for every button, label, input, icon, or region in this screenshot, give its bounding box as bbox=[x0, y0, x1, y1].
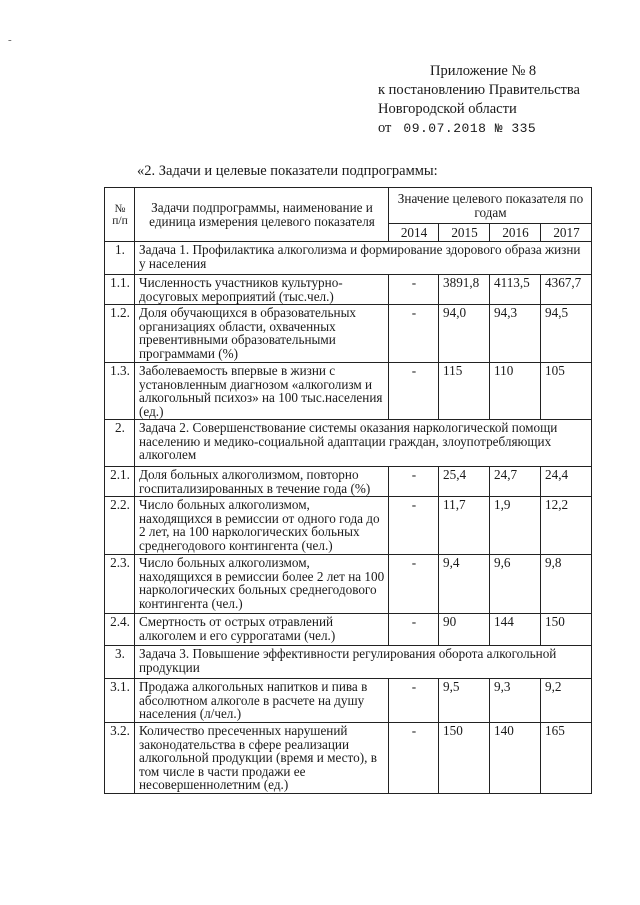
indicator-name: Число больных алкоголизмом, находящихся в ремиссии более 2 лет на 100 наркологических больных среднегодового контингента (чел.) bbox=[135, 555, 389, 614]
row-number: 2.4. bbox=[105, 614, 135, 646]
column-header-year: 2014 bbox=[389, 224, 439, 242]
row-number: 1.2. bbox=[105, 305, 135, 363]
column-header-year: 2015 bbox=[439, 224, 490, 242]
table-row bbox=[105, 679, 592, 723]
decree-date-line bbox=[378, 119, 580, 138]
document-header bbox=[378, 62, 580, 138]
row-number: 2.3. bbox=[105, 555, 135, 614]
value-2017: 165 bbox=[541, 723, 592, 794]
value-2017: 9,2 bbox=[541, 679, 592, 723]
value-2015: 9,5 bbox=[439, 679, 490, 723]
indicator-name: Доля обучающихся в образовательных организациях области, охваченных превентивными образовательными программами (%) bbox=[135, 305, 389, 363]
column-header-task: Задачи подпрограммы, наименование и единица измерения целевого показателя bbox=[135, 188, 389, 242]
value-2014: - bbox=[389, 497, 439, 555]
table-row bbox=[105, 723, 592, 794]
value-2014: - bbox=[389, 467, 439, 497]
indicator-name: Количество пресеченных нарушений законодательства в сфере реализации алкогольной продукции (время и место), в том числе в части продажи ее несовершеннолетним (ед.) bbox=[135, 723, 389, 794]
section-title: «2. Задачи и целевые показатели подпрограммы: bbox=[137, 163, 438, 179]
value-2015: 94,0 bbox=[439, 305, 490, 363]
row-number: 3.1. bbox=[105, 679, 135, 723]
indicator-name: Продажа алкогольных напитков и пива в абсолютном алкоголе в расчете на душу населения (л/чел.) bbox=[135, 679, 389, 723]
task-title: Задача 3. Повышение эффективности регулирования оборота алкогольной продукции bbox=[135, 646, 592, 679]
value-2015: 11,7 bbox=[439, 497, 490, 555]
indicator-name: Численность участников культурно-досуговых мероприятий (тыс.чел.) bbox=[135, 275, 389, 305]
value-2015: 150 bbox=[439, 723, 490, 794]
table-row bbox=[105, 555, 592, 614]
value-2016: 140 bbox=[490, 723, 541, 794]
column-header-year: 2016 bbox=[490, 224, 541, 242]
value-2014: - bbox=[389, 275, 439, 305]
indicator-name: Доля больных алкоголизмом, повторно госпитализированных в течение года (%) bbox=[135, 467, 389, 497]
row-number: 3.2. bbox=[105, 723, 135, 794]
date-prefix: от bbox=[378, 120, 392, 136]
value-2015: 90 bbox=[439, 614, 490, 646]
indicator-name: Заболеваемость впервые в жизни с установленным диагнозом «алкоголизм и алкогольный психоз» на 100 тыс.населения (ед.) bbox=[135, 363, 389, 420]
value-2015: 3891,8 bbox=[439, 275, 490, 305]
value-2016: 9,6 bbox=[490, 555, 541, 614]
value-2014: - bbox=[389, 679, 439, 723]
value-2017: 150 bbox=[541, 614, 592, 646]
row-number: 1.3. bbox=[105, 363, 135, 420]
task-title: Задача 1. Профилактика алкоголизма и формирование здорового образа жизни у населения bbox=[135, 242, 592, 275]
targets-table bbox=[104, 187, 592, 794]
value-2015: 115 bbox=[439, 363, 490, 420]
table-row bbox=[105, 614, 592, 646]
value-2014: - bbox=[389, 363, 439, 420]
row-number: 2.1. bbox=[105, 467, 135, 497]
value-2014: - bbox=[389, 723, 439, 794]
indicator-name: Смертность от острых отравлений алкоголем и его суррогатами (чел.) bbox=[135, 614, 389, 646]
table-row bbox=[105, 275, 592, 305]
decree-reference: к постановлению Правительства bbox=[378, 82, 580, 98]
row-number: 1. bbox=[105, 242, 135, 275]
appendix-title: Приложение № 8 bbox=[430, 63, 537, 79]
table-row-task bbox=[105, 420, 592, 467]
value-2016: 1,9 bbox=[490, 497, 541, 555]
value-2015: 25,4 bbox=[439, 467, 490, 497]
corner-mark: - bbox=[8, 34, 12, 46]
value-2016: 144 bbox=[490, 614, 541, 646]
value-2016: 110 bbox=[490, 363, 541, 420]
row-number: 3. bbox=[105, 646, 135, 679]
table-row bbox=[105, 363, 592, 420]
table-row-task bbox=[105, 242, 592, 275]
table-row bbox=[105, 467, 592, 497]
value-2016: 24,7 bbox=[490, 467, 541, 497]
row-number: 2.2. bbox=[105, 497, 135, 555]
value-2014: - bbox=[389, 305, 439, 363]
value-2017: 24,4 bbox=[541, 467, 592, 497]
region-name: Новгородской области bbox=[378, 101, 517, 117]
column-header-values: Значение целевого показателя по годам bbox=[389, 188, 592, 224]
value-2014: - bbox=[389, 555, 439, 614]
value-2015: 9,4 bbox=[439, 555, 490, 614]
value-2016: 9,3 bbox=[490, 679, 541, 723]
value-2016: 94,3 bbox=[490, 305, 541, 363]
row-number: 2. bbox=[105, 420, 135, 467]
indicator-name: Число больных алкоголизмом, находящихся в ремиссии от одного года до 2 лет, на 100 наркологических больных среднегодового контингента (чел.) bbox=[135, 497, 389, 555]
value-2014: - bbox=[389, 614, 439, 646]
value-2017: 105 bbox=[541, 363, 592, 420]
value-2017: 12,2 bbox=[541, 497, 592, 555]
table-row bbox=[105, 497, 592, 555]
task-title: Задача 2. Совершенствование системы оказания наркологической помощи населению и медико-социальной адаптации граждан, злоупотребляющих алкоголем bbox=[135, 420, 592, 467]
row-number: 1.1. bbox=[105, 275, 135, 305]
column-header-number: № п/п bbox=[105, 188, 135, 242]
value-2016: 4113,5 bbox=[490, 275, 541, 305]
decree-date: 09.07.2018 № 335 bbox=[403, 121, 537, 136]
value-2017: 9,8 bbox=[541, 555, 592, 614]
column-header-year: 2017 bbox=[541, 224, 592, 242]
table-row bbox=[105, 305, 592, 363]
value-2017: 94,5 bbox=[541, 305, 592, 363]
table-row-task bbox=[105, 646, 592, 679]
value-2017: 4367,7 bbox=[541, 275, 592, 305]
